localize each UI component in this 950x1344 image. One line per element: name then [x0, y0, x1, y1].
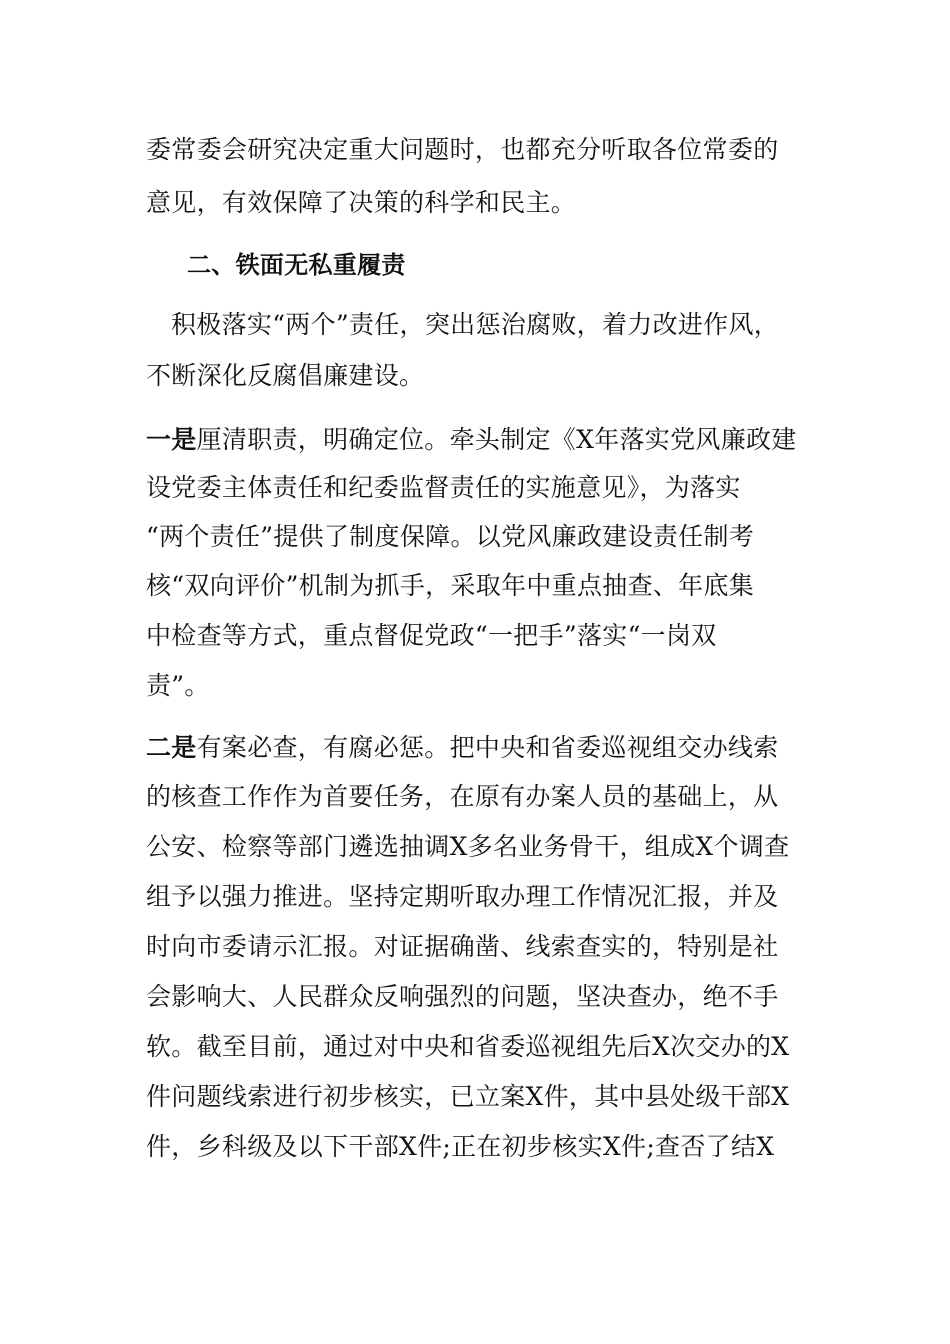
paragraph-line: 时向市委请示汇报。对证据确凿、线索查实的，特别是社	[146, 932, 779, 961]
section-heading: 二、铁面无私重履责	[187, 251, 406, 279]
paragraph-line: 不断深化反腐倡廉建设。	[146, 361, 425, 390]
item-2-first-line	[146, 728, 779, 768]
paragraph-line: 件，乡科级及以下干部X件;正在初步核实X件;查否了结X	[146, 1132, 775, 1161]
item-text: 厘清职责，明确定位。牵头制定《X年落实党风廉政建	[196, 425, 797, 454]
paragraph-line: 公安、检察等部门遴选抽调X多名业务骨干，组成X个调查	[146, 832, 790, 861]
paragraph-line: 积极落实“两个”责任，突出惩治腐败，着力改进作风，	[171, 310, 780, 339]
paragraph-line: 责”。	[146, 671, 210, 700]
paragraph-line: 组予以强力推进。坚持定期听取办理工作情况汇报，并及	[146, 882, 779, 911]
item-text: 有案必查，有腐必惩。把中央和省委巡视组交办线索	[196, 733, 779, 762]
paragraph-line: “两个责任”提供了制度保障。以党风廉政建设责任制考	[146, 522, 755, 551]
paragraph-line: 设党委主体责任和纪委监督责任的实施意见》，为落实	[146, 473, 741, 502]
paragraph-line: 中检查等方式，重点督促党政“一把手”落实“一岗双	[146, 621, 717, 650]
paragraph-line: 核“双向评价”机制为抓手，采取年中重点抽查、年底集	[146, 571, 755, 600]
item-1-first-line	[146, 420, 797, 460]
paragraph-line: 件问题线索进行初步核实，已立案X件，其中县处级干部X	[146, 1082, 790, 1111]
item-lead: 一是	[146, 425, 197, 454]
paragraph-line: 的核查工作作为首要任务，在原有办案人员的基础上，从	[146, 782, 779, 811]
item-lead: 二是	[146, 733, 197, 762]
paragraph-line: 会影响大、人民群众反响强烈的问题，坚决查办，绝不手	[146, 982, 779, 1011]
paragraph-line: 意见，有效保障了决策的科学和民主。	[146, 188, 577, 217]
paragraph-line: 委常委会研究决定重大问题时，也都充分听取各位常委的	[146, 135, 779, 164]
paragraph-line: 软。截至目前，通过对中央和省委巡视组先后X次交办的X	[146, 1032, 790, 1061]
